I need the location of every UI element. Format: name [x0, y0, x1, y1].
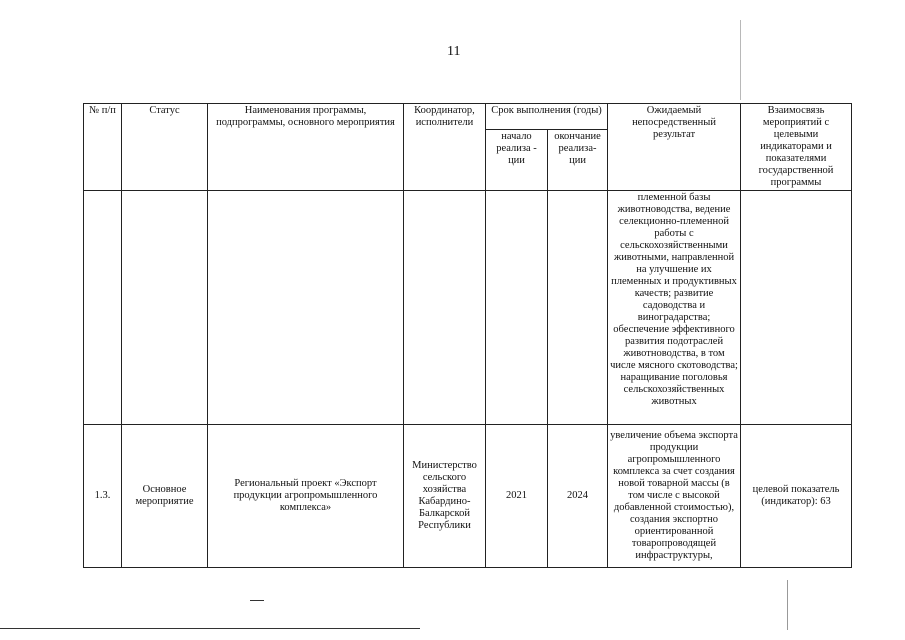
- header-name: Наименования программы, подпрограммы, основного мероприятия: [208, 104, 404, 191]
- cell-result: племенной базы животноводства, ведение селекционно-племенной работы с сельскохозяйственными животными, направленной на улучшение их племенных и продуктивных качеств; развитие садоводства и виноградарства; обеспечение эффективного развития подотраслей животноводства, в том числе мясного скотоводства; наращивание поголовья сельскохозяйственных животных: [608, 191, 741, 425]
- header-link: Взаимосвязь мероприятий с целевыми индикаторами и показателями государственной программы: [741, 104, 852, 191]
- cell-start: [486, 191, 548, 425]
- header-start: начало реализа - ции: [486, 129, 548, 190]
- scan-line-artifact: [787, 580, 788, 630]
- cell-num: [84, 191, 122, 425]
- cell-start: 2021: [486, 425, 548, 568]
- scan-line-artifact: [250, 600, 264, 601]
- page-number: 11: [447, 44, 461, 59]
- cell-end: 2024: [548, 425, 608, 568]
- header-end: окончание реализа- ции: [548, 129, 608, 190]
- cell-result: увеличение объема экспорта продукции агропромышленного комплекса за счет создания новой товарной массы (в том числе с высокой добавленной стоимостью), создания экспортно ориентированной товаропроводящей инфраструктуры,: [608, 425, 741, 568]
- table-row-continued: [84, 191, 852, 425]
- cell-status: [122, 191, 208, 425]
- scan-line-artifact: [740, 20, 741, 100]
- cell-coordinator: Министерство сельского хозяйства Кабардино-Балкарской Республики: [404, 425, 486, 568]
- cell-status: Основное мероприятие: [122, 425, 208, 568]
- cell-num: 1.3.: [84, 425, 122, 568]
- header-num: № п/п: [84, 104, 122, 191]
- cell-name: Региональный проект «Экспорт продукции агропромышленного комплекса»: [208, 425, 404, 568]
- header-result: Ожидаемый непосредственный результат: [608, 104, 741, 191]
- header-period: Срок выполнения (годы): [486, 104, 608, 130]
- cell-coordinator: [404, 191, 486, 425]
- program-table: [83, 103, 852, 568]
- scan-line-artifact: [0, 628, 420, 629]
- cell-link: целевой показатель (индикатор): 63: [741, 425, 852, 568]
- cell-end: [548, 191, 608, 425]
- header-coordinator: Координатор, исполнители: [404, 104, 486, 191]
- cell-link: [741, 191, 852, 425]
- header-status: Статус: [122, 104, 208, 191]
- cell-name: [208, 191, 404, 425]
- table-row: [84, 425, 852, 568]
